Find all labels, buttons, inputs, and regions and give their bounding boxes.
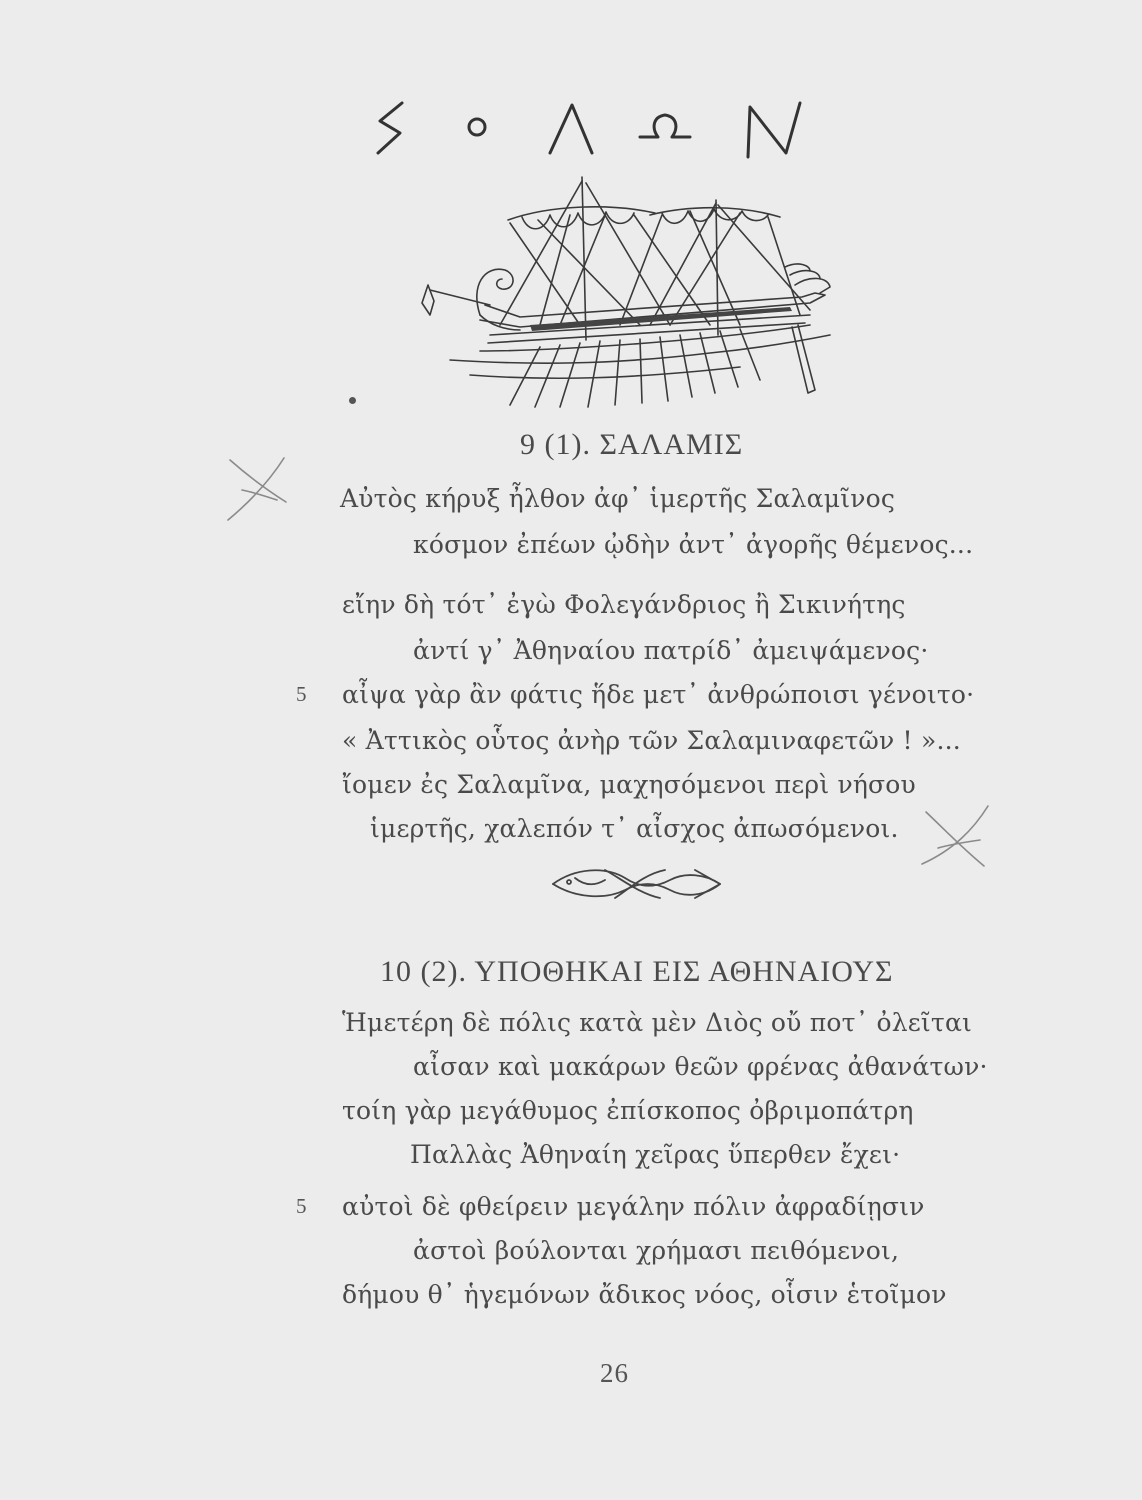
verse-line: ἀστοὶ βούλονται χρήμασι πειθόμενοι, [413, 1236, 900, 1265]
author-heading [360, 95, 920, 165]
poem-title: 9 (1). ΣΑΛΑΜΙΣ [520, 428, 744, 461]
verse-line: ἀντί γ᾽ Ἀθηναίου πατρίδ᾽ ἀμειψάμενος· [413, 636, 929, 665]
verse-line: ἱμερτῆς, χαλεπόν τ᾽ αἶσχος ἀπωσόμενοι. [370, 814, 899, 843]
verse-line: αἶψα γὰρ ἂν φάτις ἥδε μετ᾽ ἀνθρώποισι γένοιτο· [342, 680, 975, 709]
pencil-mark-x [222, 450, 292, 525]
letter-sigma [378, 103, 402, 153]
letter-omicron [469, 119, 485, 135]
verse-line: ἴομεν ἐς Σαλαμῖνα, μαχησόμενοι περὶ νήσου [342, 770, 916, 799]
verse-line: « Ἀττικὸς οὗτος ἀνὴρ τῶν Σαλαμιναφετῶν ! »... [342, 726, 961, 755]
verse-line: αἶσαν καὶ μακάρων θεῶν φρένας ἀθανάτων· [413, 1052, 988, 1081]
ship-illustration [410, 175, 840, 415]
verse-line: κόσμον ἐπέων ᾠδὴν ἀντ᾽ ἀγορῆς θέμενος... [413, 530, 974, 559]
page-number: 26 [600, 1358, 629, 1388]
verse-line: τοίη γὰρ μεγάθυμος ἐπίσκοπος ὀβριμοπάτρη [342, 1096, 914, 1125]
line-number: 5 [296, 1194, 307, 1218]
verse-line: Ἡμετέρη δὲ πόλις κατὰ μὲν Διὸς οὔ ποτ᾽ ὀλεῖται [342, 1008, 973, 1037]
verse-line: Αὐτὸς κήρυξ ἦλθον ἀφ᾽ ἱμερτῆς Σαλαμῖνος [340, 484, 896, 513]
poem-title: 10 (2). ΥΠΟΘΗΚΑΙ ΕΙΣ ΑΘΗΝΑΙΟΥΣ [380, 955, 894, 988]
fish-ornament-icon [545, 858, 725, 908]
letter-nu [748, 103, 800, 157]
line-number: 5 [296, 682, 307, 706]
letter-lambda [550, 105, 592, 153]
ink-dot [349, 397, 356, 404]
pencil-mark-x [918, 800, 993, 875]
verse-line: Παλλὰς Ἀθηναίη χεῖρας ὕπερθεν ἔχει· [410, 1140, 901, 1169]
verse-line: εἴην δὴ τότ᾽ ἐγὼ Φολεγάνδριος ἢ Σικινήτης [342, 590, 906, 619]
verse-line: δήμου θ᾽ ἡγεμόνων ἄδικος νόος, οἷσιν ἑτοῖμον [342, 1280, 947, 1309]
archaic-letters-illustration [360, 95, 920, 165]
verse-line: αὐτοὶ δὲ φθείρειν μεγάλην πόλιν ἀφραδίῃσιν [342, 1192, 925, 1221]
letter-omega [640, 115, 690, 137]
